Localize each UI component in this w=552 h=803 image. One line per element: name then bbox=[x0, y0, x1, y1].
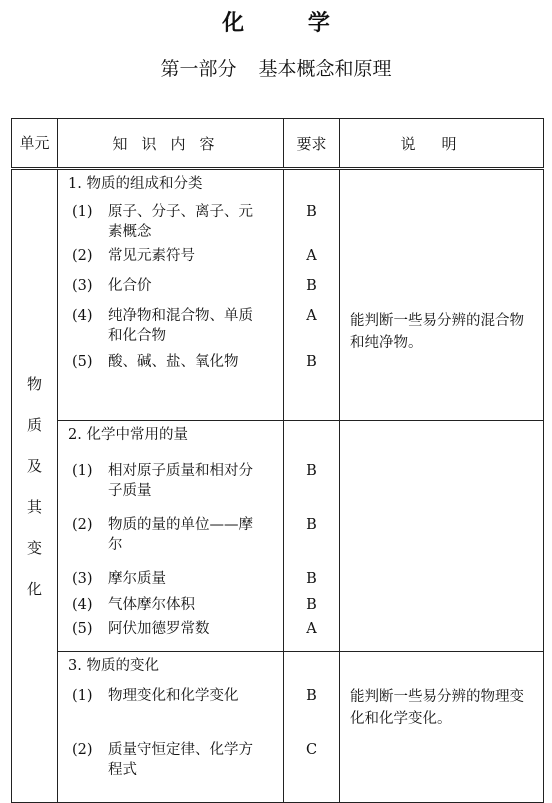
requirement-level: B bbox=[306, 463, 317, 479]
unit-label: 物 质 及 其 变 化 bbox=[12, 169, 58, 803]
subtitle-name: 基本概念和原理 bbox=[258, 58, 392, 80]
requirement-level: B bbox=[306, 688, 317, 704]
list-item: (4) 气体摩尔体积 bbox=[72, 597, 195, 613]
header-unit: 单元 bbox=[12, 119, 58, 169]
header-content: 知识内容 bbox=[58, 119, 284, 169]
section-note bbox=[340, 421, 544, 652]
requirement-level: B bbox=[306, 517, 317, 533]
table-header-row bbox=[12, 119, 544, 169]
header-note: 说明 bbox=[340, 119, 544, 169]
requirement-level: C bbox=[305, 742, 318, 758]
section-title: 3. 物质的变化 bbox=[68, 658, 159, 674]
section-content bbox=[58, 652, 284, 803]
table-row bbox=[12, 652, 544, 803]
requirement-level: A bbox=[306, 308, 317, 324]
section-content bbox=[58, 421, 284, 652]
subtitle-part: 第一部分 bbox=[160, 58, 237, 80]
section-note bbox=[340, 169, 544, 421]
section-requirements bbox=[284, 652, 340, 803]
requirement-level: B bbox=[306, 597, 317, 613]
list-item: (5) 阿伏加德罗常数 bbox=[72, 621, 210, 637]
note-text: 能判断一些易分辨的物理变化和化学变化。 bbox=[350, 689, 524, 727]
list-item: (1) 物理变化和化学变化 bbox=[72, 688, 239, 704]
list-item: (5) 酸、碱、盐、氧化物 bbox=[72, 354, 239, 370]
list-item: (2) 物质的量的单位——摩尔 bbox=[72, 517, 253, 553]
note-text: 能判断一些易分辨的混合物和纯净物。 bbox=[350, 313, 524, 351]
header-requirement: 要求 bbox=[284, 119, 340, 169]
list-item: (2) 常见元素符号 bbox=[72, 248, 195, 264]
page-title: 化 学 bbox=[222, 10, 358, 36]
section-requirements bbox=[284, 421, 340, 652]
table-row bbox=[12, 421, 544, 652]
list-item: (3) 摩尔质量 bbox=[72, 571, 166, 587]
requirement-level: B bbox=[306, 204, 317, 220]
section-title: 1. 物质的组成和分类 bbox=[68, 176, 203, 192]
syllabus-table bbox=[11, 118, 544, 803]
list-item: (3) 化合价 bbox=[72, 278, 152, 294]
requirement-level: B bbox=[306, 571, 317, 587]
section-title: 2. 化学中常用的量 bbox=[68, 427, 188, 443]
list-item: (1) 相对原子质量和相对分子质量 bbox=[72, 463, 253, 499]
requirement-level: B bbox=[306, 278, 317, 294]
section-content bbox=[58, 169, 284, 421]
section-note bbox=[340, 652, 544, 803]
list-item: (1) 原子、分子、离子、元素概念 bbox=[72, 204, 253, 240]
page-subtitle bbox=[0, 54, 552, 81]
list-item: (2) 质量守恒定律、化学方程式 bbox=[72, 742, 253, 778]
table-row bbox=[12, 169, 544, 421]
list-item: (4) 纯净物和混合物、单质和化合物 bbox=[72, 308, 253, 344]
requirement-level: A bbox=[306, 248, 317, 264]
requirement-level: B bbox=[306, 354, 317, 370]
section-requirements bbox=[284, 169, 340, 421]
requirement-level: A bbox=[306, 621, 317, 637]
